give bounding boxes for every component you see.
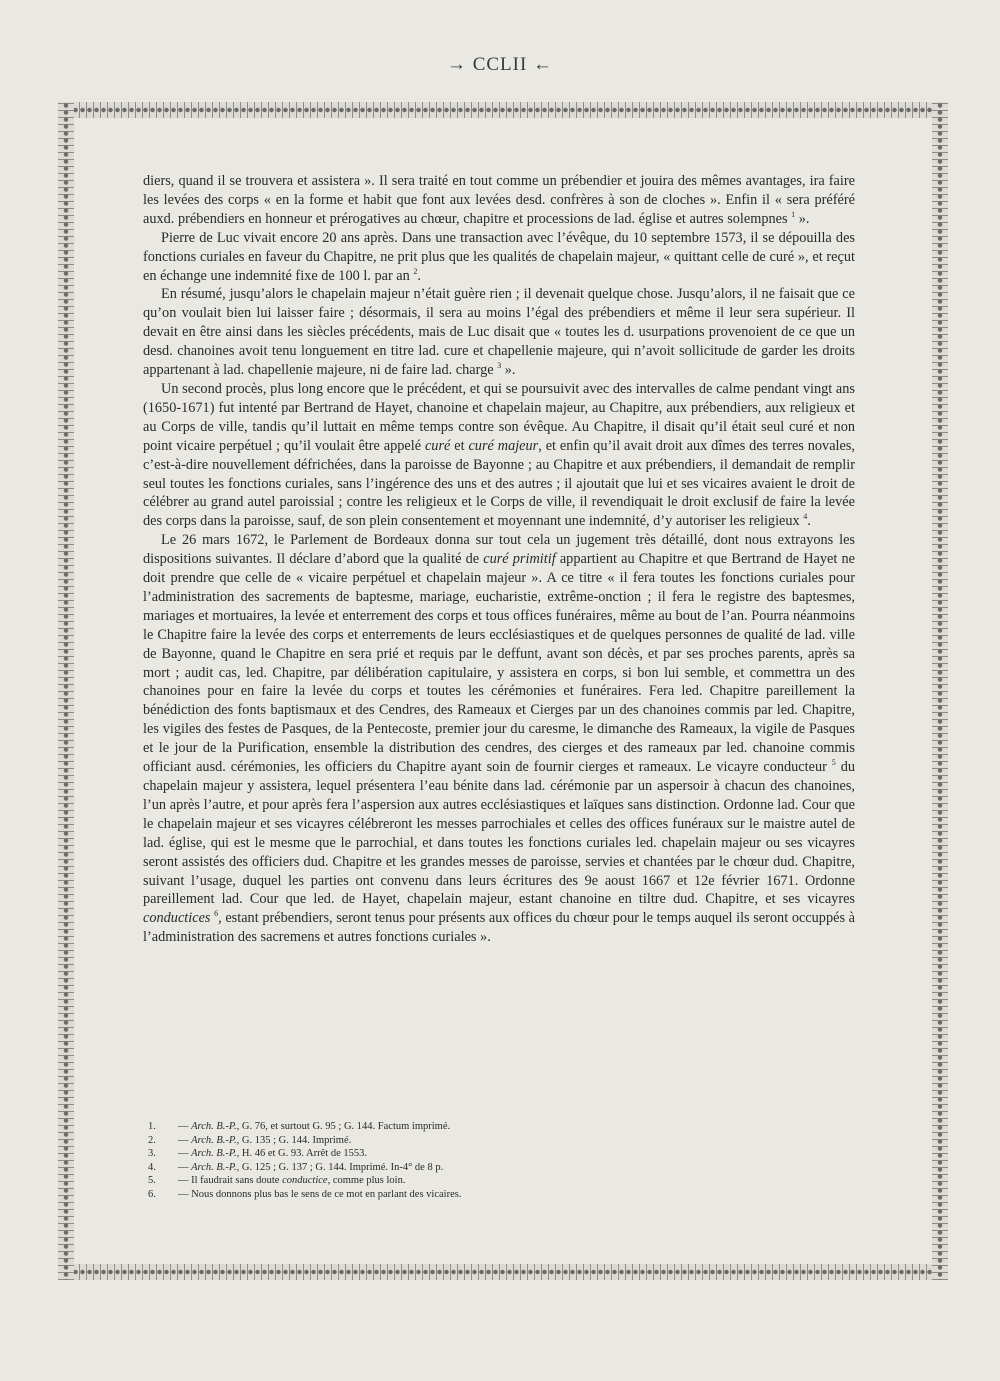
ornamental-border-bottom — [58, 1264, 948, 1280]
text-run: du chapelain majeur y assistera, lequel présentera l’eau bénite dans lad. cérémonie par un aspersoir à chacun des chanoines, l’un après l’autre, et pour après fera l’aspersion aux autres ecclésiastiques et laïques sans distinction. Ordonne lad. Cour que le chapelain majeur et ses vicayres célébreront les messes parrochiales et celles des offices funéraux sur le maistre autel de lad. église, qui est le mesme que le parrochial, et dans toutes les fonctions curiales led. chapelain majeur ou ses vicayres seront assistés des officiers dud. Chapitre et les grandes messes de paroisse, servies et chantées par le chœur dud. Chapitre, suivant l’usage, duquel les parties ont convenu dans leurs écritures des 9e aoust 1667 et 12e février 1671. Ordonne pareillement lad. Cour que led. de Hayet, chapelain majeur, estant chanoine en tiltre dud. Chapitre, et ses vicayres — [143, 759, 856, 908]
footnote-ref: 1 — [791, 210, 796, 220]
footnote-number: 3. — [148, 1148, 156, 1160]
italic-text: Arch. B.-P. — [191, 1161, 237, 1173]
italic-text: Arch. B.-P. — [191, 1134, 237, 1146]
footnote — [148, 1174, 848, 1188]
footnotes — [148, 1120, 848, 1202]
italic-text: curé majeur — [468, 437, 539, 454]
footnote — [148, 1161, 848, 1175]
right-arrow-ornament: ← — [533, 54, 554, 75]
text-run: , et enfin qu’il avait droit aux dîmes des terres novales, c’est-à-dire nouvellement défrichées, dans la paroisse de Bayonne ; au Chapitre et aux prébendiers, il demandait de remplir seul toutes les fonctions curiales, sans l’ingérence des uns et des autres ; il ajoutait que lui et ses vicaires avaient le droit de célébrer au grand autel paroissial ; contre les religieux et le Corps de ville, il revendiquait le droit exclusif de faire la levée des corps dans la paroisse, sauf, de son plein consentement et moyennant une indemnité, d’y autoriser les religieux — [143, 437, 855, 530]
left-arrow-ornament: → — [446, 54, 467, 75]
text-run: , H. 46 et G. 93. Arrêt de 1553. — [236, 1148, 367, 1160]
footnote-number: 1. — [148, 1121, 156, 1132]
text-run: , estant prébendiers, seront tenus pour présents aux offices du chœur pour le temps auquel ils seront occuppés à l’administration des sacremens et autres fonctions curiales ». — [143, 910, 855, 946]
italic-text: conductices — [143, 910, 211, 927]
footnote-ref: 6 — [214, 909, 219, 919]
italic-text: curé — [424, 437, 451, 454]
text-run: Le 26 mars 1672, le Parlement de Bordeaux donna sur tout cela un jugement très détaillé, dont nous extrayons les dispositions suivantes. Il déclare d’abord que la qualité de — [143, 532, 855, 568]
text-run: . — [417, 267, 421, 284]
page-number-text: CCLII — [472, 54, 528, 75]
text-run: — Nous donnons plus bas le sens de ce mot en parlant des vicaires. — [178, 1188, 462, 1200]
text-run: — Il faudrait sans doute — [178, 1175, 283, 1187]
ornamental-border-right — [932, 102, 948, 1280]
footnote — [148, 1147, 848, 1161]
footnote-number: 4. — [148, 1161, 156, 1173]
text-run: — — [178, 1134, 192, 1146]
text-run: , comme plus loin. — [327, 1175, 406, 1187]
footnote-text — [178, 1161, 443, 1175]
paragraph — [143, 229, 855, 286]
footnote-ref: 3 — [497, 361, 502, 371]
text-run: , G. 76, et surtout G. 95 ; G. 144. Factum imprimé. — [236, 1121, 451, 1132]
footnote-text — [178, 1147, 367, 1161]
footnote-text — [178, 1188, 461, 1202]
text-run: et — [450, 437, 469, 454]
text-run: Pierre de Luc vivait encore 20 ans après. Dans une transaction avec l’évêque, du 10 septembre 1573, il se dépouilla des fonctions curiales en faveur du Chapitre, ne prit plus que les qualités de chapelain majeur, « quittant celle de curé », et reçut en échange une indemnité fixe de 100 l. par an — [143, 229, 855, 284]
italic-text: Arch. B.-P. — [191, 1121, 237, 1132]
footnote-number: 2. — [148, 1134, 156, 1146]
page-number — [0, 54, 1000, 76]
footnote — [148, 1188, 848, 1202]
paragraph — [143, 531, 855, 947]
footnote-ref: 2 — [413, 266, 418, 276]
ornamental-border-left — [58, 102, 74, 1280]
main-text — [143, 172, 855, 947]
text-run: . — [807, 513, 811, 530]
text-run: , G. 135 ; G. 144. Imprimé. — [236, 1134, 352, 1146]
footnote-ref: 4 — [803, 512, 808, 522]
text-run: diers, quand il se trouvera et assistera ». Il sera traité en tout comme un prébendier et jouira des mêmes avantages, ira faire les levées des corps « en la forme et habit que font aux levées desd. confrères à son de cloches ». Enfin il « sera préféré auxd. prébendiers en honneur et prérogatives au chœur, chapitre et processions de lad. église et autres solempnes — [143, 173, 855, 227]
paragraph — [143, 380, 855, 531]
paragraph — [143, 172, 855, 229]
paragraph — [143, 285, 855, 380]
text-run: ». — [501, 362, 516, 379]
italic-text: conductice — [282, 1175, 328, 1187]
footnote-number: 6. — [148, 1188, 156, 1200]
text-run: En résumé, jusqu’alors le chapelain majeur n’était guère rien ; il devenait quelque chose. Jusqu’alors, il ne faisait que ce qu’on voulait bien lui laisser faire ; désormais, il sera au moins l’égal des prébendiers et même il leur sera supérieur. Il devait en être ainsi dans les siècles précédents, mais de Luc disait que « toutes les d. usurpations provenoient de ce que un desd. chanoines avoit tenu longuement en titre lad. cure et chapellenie majeure, qui n’avoit sollicitude de garder les droits appartenant à lad. chapellenie majeure, ni de faire lad. charge — [143, 286, 855, 379]
footnote — [148, 1120, 848, 1134]
italic-text: Arch. B.-P. — [191, 1148, 237, 1160]
footnote-text — [178, 1120, 450, 1134]
footnote-ref: 5 — [831, 758, 836, 768]
text-run: , G. 125 ; G. 137 ; G. 144. Imprimé. In-4° de 8 p. — [236, 1161, 444, 1173]
text-run: ». — [795, 210, 810, 227]
footnote — [148, 1134, 848, 1148]
footnote-text — [178, 1134, 351, 1148]
text-run: appartient au Chapitre et que Bertrand de Hayet ne doit prendre que celle de « vicaire perpétuel et chapelain majeur ». A ce titre « il fera toutes les fonctions curiales pour l’administration des sacrements de baptesme, mariage, eucharistie, extrême-onction ; il fera le registre des baptesmes, mariages et mortuaires, la levée et enterrement des corps et tous offices funéraires, même au bout de l’an. Pourra néanmoins le Chapitre faire la levée des corps et enterrements de leurs ecclésiastiques et de quelques personnes de qualité de lad. ville de Bayonne, quand le Chapitre en sera prié et requis par le deffunt, avant son décès, et par ses proches parents, après sa mort ; audit cas, led. Chapitre, par délibération capitulaire, y assistera en corps, si bon lui semble, et commettra un des chanoines pour en faire la levée du corps et toutes les cérémonies et funéraires. Fera led. Chapitre pareillement la bénédiction des fonts baptismaux et des Cendres, des Rameaux et Cierges par un des chanoines commis par led. Chapitre, les vigiles des festes de Pasques, de la Pentecoste, premier jour du caresme, le dimanche des Rameaux, la vigile de Pasques et le jour de la Purification, ensemble la distribution des cendres, des cierges et des rameaux par led. chanoine commis officiant ausd. cérémonies, les officiers du Chapitre ayant soin de fournir cierges et rameaux. Le vicayre conducteur — [143, 551, 855, 776]
text-run: — — [178, 1161, 192, 1173]
text-run: — — [178, 1121, 192, 1132]
ornamental-border-top — [58, 102, 948, 118]
footnote-text — [178, 1174, 405, 1188]
text-run: Un second procès, plus long encore que le précédent, et qui se poursuivit avec des intervalles de calme pendant vingt ans (1650-1671) fut intenté par Bertrand de Hayet, chanoine et chapelain majeur, au Chapitre, aux prébendiers, aux religieux et au Corps de ville, tandis qu’il luttait en même temps contre son évêque. Au Chapitre, il disait qu’il était seul curé et non point vicaire perpétuel ; qu’il voulait être appelé — [143, 380, 855, 454]
footnote-number: 5. — [148, 1175, 156, 1187]
italic-text: curé primitif — [483, 551, 556, 568]
text-run: — — [178, 1148, 192, 1160]
